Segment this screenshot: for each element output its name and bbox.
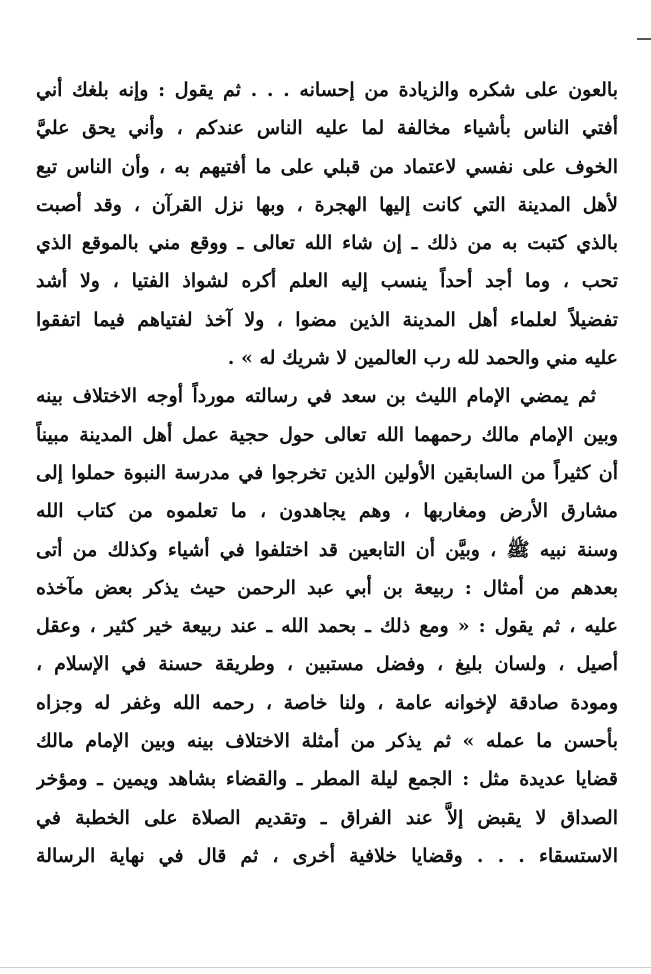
text-line: ومودة صادقة لإخوانه عامة ، ولنا خاصة ، رحمه الله وغفر له وجزاه xyxy=(36,691,618,714)
text-line: وبين الإمام مالك رحمهما الله تعالى حول حجية عمل أهل المدينة مبيناً xyxy=(36,423,618,446)
text-line: الخوف على نفسي لاعتماد من قبلي على ما أفتيهم به ، وأن الناس تبع xyxy=(36,155,618,178)
text-line: لأهل المدينة التي كانت إليها الهجرة ، وبها نزل القرآن ، وقد أصبت xyxy=(36,193,618,216)
text-line: ثم يمضي الإمام الليث بن سعد في رسالته مورداً أوجه الاختلاف بينه xyxy=(36,385,596,408)
paragraph-2 xyxy=(36,377,618,875)
text-line: بالعون على شكره والزيادة من إحسانه . . . ثم يقول : وإنه بلغك أني xyxy=(36,79,618,101)
text-line: تفضيلاً لعلماء أهل المدينة الذين مضوا ، ولا آخذ لفتياهم فيما اتفقوا xyxy=(36,308,618,331)
paragraph-1 xyxy=(36,71,618,377)
text-line: بأحسن ما عمله » ثم يذكر من أمثلة الاختلاف بينه وبين الإمام مالك xyxy=(36,730,618,753)
body-text xyxy=(36,71,618,875)
text-line: قضايا عديدة مثل : الجمع ليلة المطر ـ والقضاء بشاهد ويمين ـ ومؤخر xyxy=(36,768,618,791)
text-line: مشارق الأرض ومغاربها ، وهم يجاهدون ، ما تعلموه من كتاب الله xyxy=(36,500,618,523)
text-line: عليه ، ثم يقول : « ومع ذلك ـ بحمد الله ـ عند ربيعة خير كثير ، وعقل xyxy=(36,615,618,638)
text-line: الصداق لا يقبض إلاَّ عند الفراق ـ وتقديم الصلاة على الخطبة في xyxy=(36,806,618,829)
text-line: تحب ، وما أجد أحداً ينسب إليه العلم أكره لشواذ الفتيا ، ولا أشد xyxy=(36,270,618,293)
text-line: الاستسقاء . . . وقضايا خلافية أخرى ، ثم قال في نهاية الرسالة xyxy=(36,844,618,867)
text-line: بالذي كتبت به من ذلك ـ إن شاء الله تعالى ـ ووقع مني بالموقع الذي xyxy=(36,232,618,255)
page-bottom-edge xyxy=(0,967,651,968)
page-edge-mark xyxy=(637,38,651,40)
text-line: عليه مني والحمد لله رب العالمين لا شريك له » . xyxy=(227,347,618,370)
text-line: بعدهم من أمثال : ربيعة بن أبي عبد الرحمن حيث يذكر بعض مآخذه xyxy=(36,576,618,599)
text-line: أصيل ، ولسان بليغ ، وفضل مستبين ، وطريقة حسنة في الإسلام ، xyxy=(36,653,618,676)
text-line: أفتي الناس بأشياء مخالفة لما عليه الناس عندكم ، وأني يحق عليَّ xyxy=(36,117,618,140)
text-line: أن كثيراً من السابقين الأولين الذين تخرجوا في مدرسة النبوة حملوا إلى xyxy=(36,461,618,484)
text-line: وسنة نبيه ﷺ ، وبيَّن أن التابعين قد اختلفوا في أشياء وكذلك من أتى xyxy=(36,538,618,561)
